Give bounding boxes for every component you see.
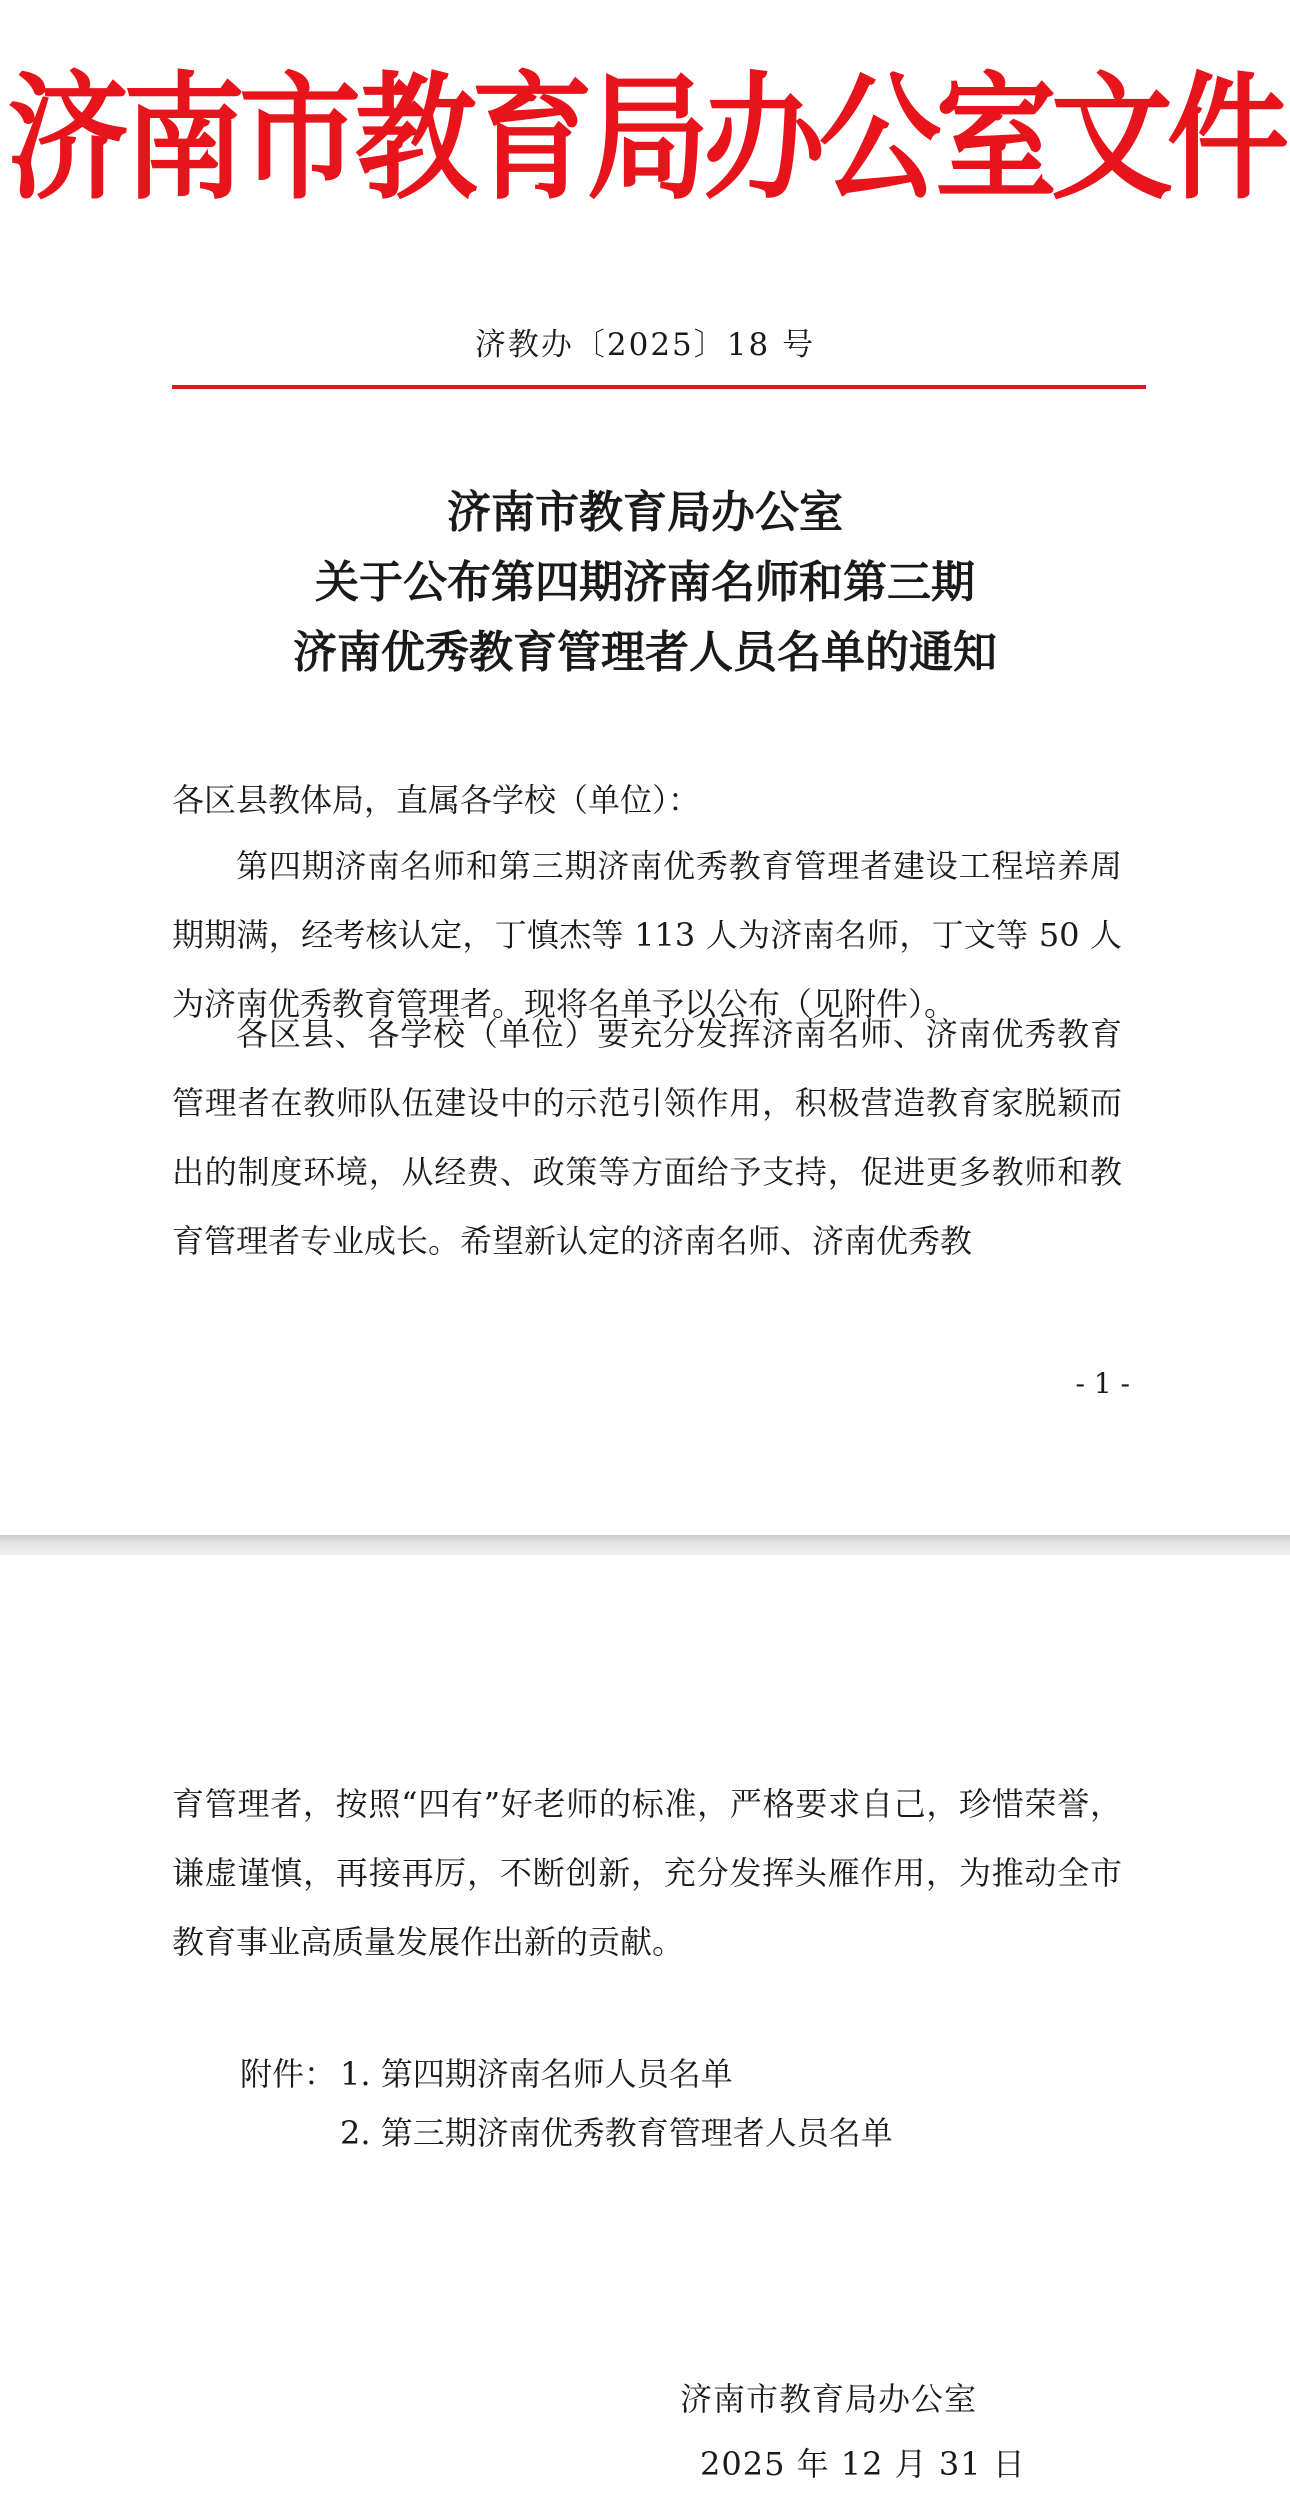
body-paragraph-1: 第四期济南名师和第三期济南优秀教育管理者建设工程培养周期期满，经考核认定，丁慎杰等 113 人为济南名师，丁文等 50 人为济南优秀教育管理者。现将名单予以公布（见附件）。 bbox=[172, 847, 1122, 1023]
salutation: 各区县教体局，直属各学校（单位）： bbox=[172, 781, 701, 819]
attachments-label: 附件： bbox=[240, 2055, 337, 2093]
page-number: - 1 - bbox=[1075, 1367, 1130, 1400]
title-line-3: 济南优秀教育管理者人员名单的通知 bbox=[293, 627, 997, 678]
red-divider-line bbox=[172, 385, 1146, 389]
page-separator bbox=[0, 1535, 1290, 1555]
body-paragraph-2-continued: 育管理者，按照“四有”好老师的标准，严格要求自己，珍惜荣誉，谦虚谨慎，再接再厉，不断创新，充分发挥头雁作用，为推动全市教育事业高质量发展作出新的贡献。 bbox=[172, 1785, 1122, 1961]
title-line-1: 济南市教育局办公室 bbox=[447, 487, 843, 538]
notice-title bbox=[0, 478, 1290, 688]
attachment-item bbox=[240, 2104, 893, 2163]
attachment-item-2-text: 2. 第三期济南优秀教育管理者人员名单 bbox=[340, 2114, 893, 2152]
document-page-2 bbox=[0, 1555, 1290, 2500]
signature-date: 2025 年 12 月 31 日 bbox=[700, 2445, 1026, 2483]
attachments-list bbox=[240, 2045, 893, 2163]
document-number: 济教办〔2025〕18 号 bbox=[474, 327, 816, 363]
body-paragraph-2-start: 各区县、各学校（单位）要充分发挥济南名师、济南优秀教育管理者在教师队伍建设中的示范引领作用，积极营造教育家脱颖而出的制度环境，从经费、政策等方面给予支持，促进更多教师和教育管理者专业成长。希望新认定的济南名师、济南优秀教 bbox=[172, 1015, 1122, 1260]
title-line-2: 关于公布第四期济南名师和第三期 bbox=[315, 557, 975, 608]
attachment-item-1-text: 1. 第四期济南名师人员名单 bbox=[340, 2055, 733, 2093]
document-masthead: 济南市教育局办公室文件 bbox=[7, 56, 1283, 219]
attachment-item bbox=[240, 2045, 893, 2104]
signature-organization: 济南市教育局办公室 bbox=[680, 2380, 978, 2418]
